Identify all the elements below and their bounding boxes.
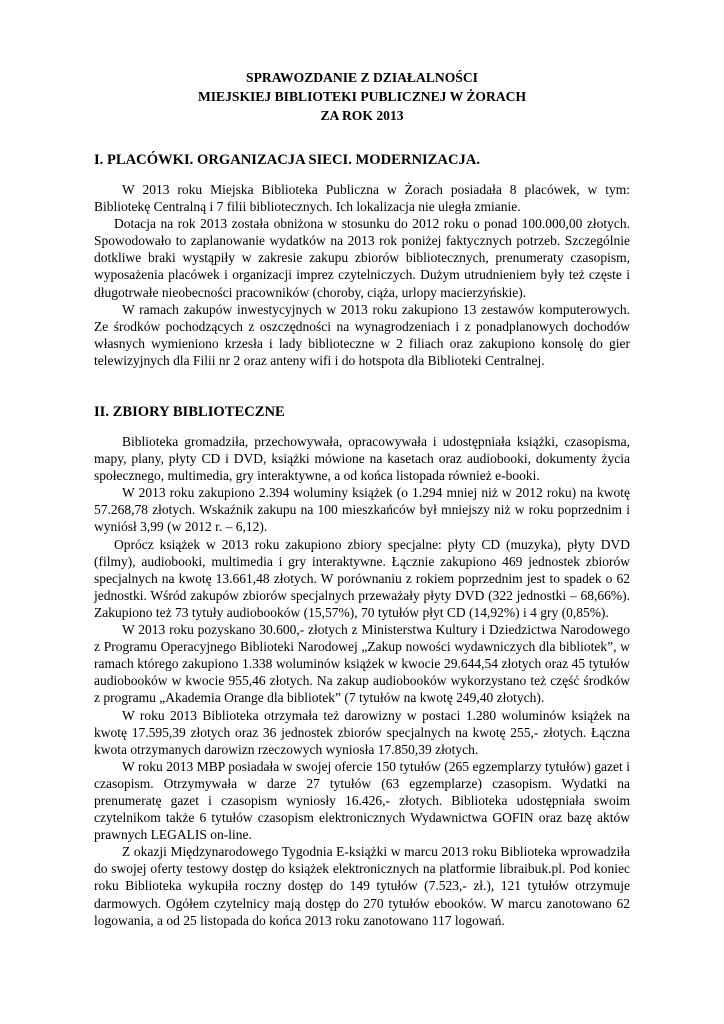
paragraph: W 2013 roku pozyskano 30.600,- złotych z Ministerstwa Kultury i Dziedzictwa Narodowego z Programu Operacyjnego Biblioteki Narodowej „Zakup nowości wydawniczych dla bibliotek”, w ramach którego zakupiono 1.338 woluminów książek w kwocie 29.644,54 złotych oraz 45 tytułów audiobooków w kwocie 955,46 złotych. Na zakup audiobooków wykorzystano też część środków z programu „Akademia Orange dla bibliotek” (7 tytułów na kwotę 249,40 złotych). [94,622,630,706]
paragraph: W roku 2013 Biblioteka otrzymała też darowizny w postaci 1.280 woluminów książek na kwotę 17.595,39 złotych oraz 36 jednostek zbiorów specjalnych na kwotę 255,- złotych. Łączna kwota otrzymanych darowizn rzeczowych wyniosła 17.850,39 złotych. [94,707,630,757]
paragraph: W 2013 roku zakupiono 2.394 woluminy książek (o 1.294 mniej niż w 2012 roku) na kwotę 57.268,78 złotych. Wskaźnik zakupu na 100 mieszkańców był mniejszy niż w roku poprzednim i wyniósł 3,99 (w 2012 r. – 6,12). [94,485,630,535]
paragraph: W 2013 roku Miejska Biblioteka Publiczna w Żorach posiadała 8 placówek, w tym: Bibliotekę Centralną i 7 filii bibliotecznych. Ich lokalizacja nie uległa zmianie. [94,182,630,215]
paragraph: Z okazji Międzynarodowego Tygodnia E-książki w marcu 2013 roku Biblioteka wprowadziła do swojej oferty testowy dostęp do książek elektronicznych na platformie libraibuk.pl. Pod koniec roku Biblioteka wykupiła roczny dostęp do 149 tytułów (7.523,- zł.), 121 tytułów otrzymuje darmowych. Ogółem czytelnicy mają dostęp do 270 tytułów ebooków. W marcu zanotowano 62 logowania, a od 25 listopada do końca 2013 roku zanotowano 117 logowań. [94,844,630,928]
paragraph: Dotacja na rok 2013 została obniżona w stosunku do 2012 roku o ponad 100.000,00 złotych. Spowodowało to zaplanowanie wydatków na 2013 rok poniżej faktycznych potrzeb. Szczególnie dotkliwe braki wystąpiły w zakresie zakupu zbiorów bibliotecznych, prenumeraty czasopism, wyposażenia placówek i organizacji imprez czytelniczych. Dużym utrudnieniem były też częste i długotrwałe nieobecności pracowników (choroby, ciąża, urlopy macierzyńskie). [94,216,630,300]
section-1-heading: I. PLACÓWKI. ORGANIZACJA SIECI. MODERNIZACJA. [94,152,480,168]
document-title [0,68,724,125]
title-line-3: ZA ROK 2013 [320,108,404,123]
section-1-body [94,181,630,369]
section-2-heading: II. ZBIORY BIBLIOTECZNE [94,404,285,420]
paragraph: W roku 2013 MBP posiadała w swojej ofercie 150 tytułów (265 egzemplarzy tytułów) gazet i czasopism. Otrzymywała w darze 27 tytułów (63 egzemplarze) czasopism. Wydatki na prenumeratę gazet i czasopism wyniosły 16.426,- złotych. Biblioteka udostępniała swoim czytelnikom także 6 tytułów czasopism elektronicznych Wydawnictwa GOFIN oraz bazę aktów prawnych LEGALIS on-line. [94,758,630,843]
title-line-2: MIEJSKIEJ BIBLIOTEKI PUBLICZNEJ W ŻORACH [197,89,527,104]
title-line-1: SPRAWOZDANIE Z DZIAŁALNOŚCI [246,70,478,85]
paragraph: W ramach zakupów inwestycyjnych w 2013 roku zakupiono 13 zestawów komputerowych. Ze środków pochodzących z oszczędności na wynagrodzeniach i z ponadplanowych dochodów własnych wymieniono krzesła i lady biblioteczne w 2 filiach oraz zakupiono konsolę do gier telewizyjnych dla Filii nr 2 oraz anteny wifi i do hotspota dla Biblioteki Centralnej. [94,301,630,368]
paragraph: Biblioteka gromadziła, przechowywała, opracowywała i udostępniała książki, czasopisma, mapy, plany, płyty CD i DVD, książki mówione na kasetach oraz audiobooki, dokumenty życia społecznego, multimedia, gry interaktywne, a od końca listopada również e-booki. [94,434,630,484]
section-2-body [94,433,630,929]
paragraph: Oprócz książek w 2013 roku zakupiono zbiory specjalne: płyty CD (muzyka), płyty DVD (filmy), audiobooki, multimedia i gry interaktywne. Łącznie zakupiono 469 jednostek zbiorów specjalnych na kwotę 13.661,48 złotych. W porównaniu z rokiem poprzednim jest to spadek o 62 jednostki. Wśród zakupów zbiorów specjalnych przeważały płyty DVD (322 jednostki – 68,66%). Zakupiono też 73 tytuły audiobooków (15,57%), 70 tytułów płyt CD (14,92%) i 4 gry (0,85%). [94,536,630,620]
